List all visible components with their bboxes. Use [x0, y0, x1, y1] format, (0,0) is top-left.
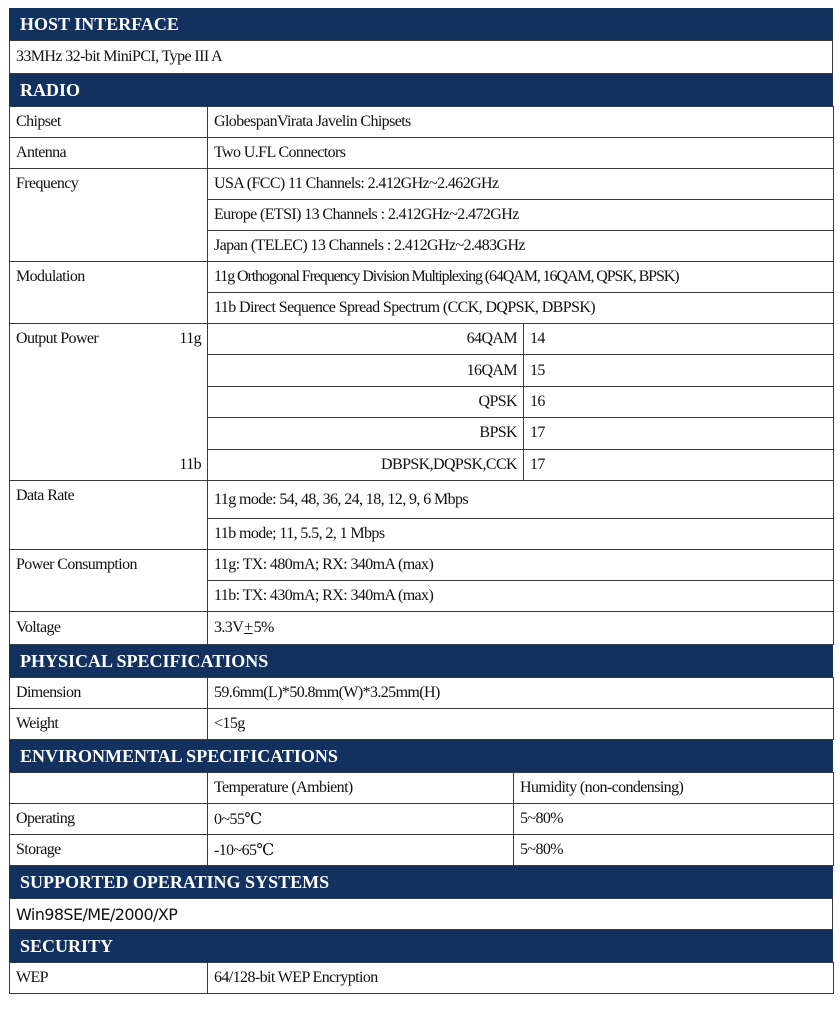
output-power-value: 14 [524, 324, 834, 355]
table-row [10, 107, 834, 138]
table-row [10, 678, 834, 709]
frequency-label: Frequency [10, 169, 208, 262]
output-power-label-cell [10, 324, 208, 481]
frequency-value-europe: Europe (ETSI) 13 Channels : 2.412GHz~2.472GHz [208, 200, 834, 231]
temperature-header: Temperature (Ambient) [208, 773, 514, 804]
frequency-value-usa: USA (FCC) 11 Channels: 2.412GHz~2.462GHz [208, 169, 834, 200]
table-row [10, 773, 834, 804]
humidity-header: Humidity (non-condensing) [514, 773, 834, 804]
section-header-os: SUPPORTED OPERATING SYSTEMS [9, 866, 833, 898]
output-power-value: 17 [524, 449, 834, 480]
plus-minus-sign: + [244, 619, 253, 636]
output-power-table [9, 323, 834, 481]
table-row [10, 481, 834, 519]
section-header-physical: PHYSICAL SPECIFICATIONS [9, 645, 833, 677]
environmental-table [9, 772, 834, 866]
chipset-value: GlobespanVirata Javelin Chipsets [208, 107, 834, 138]
table-row [10, 963, 834, 994]
output-power-mod: DBPSK,DQPSK,CCK [208, 449, 524, 480]
output-power-value: 15 [524, 355, 834, 386]
voltage-tolerance: 5% [253, 619, 274, 636]
frequency-value-japan: Japan (TELEC) 13 Channels : 2.412GHz~2.483GHz [208, 231, 834, 262]
table-row [10, 169, 834, 200]
section-header-security: SECURITY [9, 930, 833, 962]
env-empty-header [10, 773, 208, 804]
table-row [10, 324, 834, 355]
table-row [10, 41, 833, 74]
data-rate-value-11b: 11b mode; 11, 5.5, 2, 1 Mbps [208, 519, 834, 550]
table-row [10, 612, 834, 645]
modulation-value-11b: 11b Direct Sequence Spread Spectrum (CCK, DQPSK, DBPSK) [208, 293, 834, 324]
data-rate-label: Data Rate [10, 481, 208, 550]
storage-humidity: 5~80% [514, 835, 834, 866]
spec-sheet [9, 8, 833, 994]
table-row [10, 262, 834, 293]
table-row [10, 899, 833, 930]
os-value: Win98SE/ME/2000/XP [10, 899, 833, 930]
antenna-value: Two U.FL Connectors [208, 138, 834, 169]
power-consumption-value-11g: 11g: TX: 480mA; RX: 340mA (max) [208, 550, 834, 581]
host-interface-table [9, 40, 833, 74]
section-header-host-interface: HOST INTERFACE [9, 8, 833, 40]
security-table [9, 962, 834, 994]
output-power-value: 16 [524, 386, 834, 417]
section-header-environmental: ENVIRONMENTAL SPECIFICATIONS [9, 740, 833, 772]
wep-value: 64/128-bit WEP Encryption [208, 963, 834, 994]
mode-11b-label: 11b [179, 456, 201, 473]
wep-label: WEP [10, 963, 208, 994]
operating-humidity: 5~80% [514, 804, 834, 835]
weight-value: <15g [208, 709, 834, 740]
table-row [10, 804, 834, 835]
table-row [10, 550, 834, 581]
weight-label: Weight [10, 709, 208, 740]
output-power-label: Output Power [16, 330, 99, 347]
host-interface-value: 33MHz 32-bit MiniPCI, Type III A [10, 41, 833, 74]
operating-label: Operating [10, 804, 208, 835]
modulation-value-11g: 11g Orthogonal Frequency Division Multiplexing (64QAM, 16QAM, QPSK, BPSK) [208, 262, 834, 293]
voltage-value [208, 612, 834, 645]
dimension-value: 59.6mm(L)*50.8mm(W)*3.25mm(H) [208, 678, 834, 709]
storage-temp: -10~65℃ [208, 835, 514, 866]
table-row [10, 835, 834, 866]
mode-11g-label: 11g [179, 330, 201, 347]
voltage-main: 3.3V [214, 619, 244, 636]
table-row [10, 138, 834, 169]
modulation-label: Modulation [10, 262, 208, 324]
voltage-label: Voltage [10, 612, 208, 645]
data-rate-value-11g: 11g mode: 54, 48, 36, 24, 18, 12, 9, 6 Mbps [208, 481, 834, 519]
dimension-label: Dimension [10, 678, 208, 709]
output-power-mod: 64QAM [208, 324, 524, 355]
antenna-label: Antenna [10, 138, 208, 169]
output-power-mod: BPSK [208, 418, 524, 449]
radio-table [9, 106, 834, 324]
table-row [10, 709, 834, 740]
section-header-radio: RADIO [9, 74, 833, 106]
output-power-value: 17 [524, 418, 834, 449]
operating-temp: 0~55℃ [208, 804, 514, 835]
power-consumption-value-11b: 11b: TX: 430mA; RX: 340mA (max) [208, 581, 834, 612]
output-power-mod: 16QAM [208, 355, 524, 386]
os-table [9, 898, 833, 930]
power-consumption-label: Power Consumption [10, 550, 208, 612]
physical-table [9, 677, 834, 740]
radio-table-lower [9, 480, 834, 645]
storage-label: Storage [10, 835, 208, 866]
output-power-mod: QPSK [208, 386, 524, 417]
chipset-label: Chipset [10, 107, 208, 138]
